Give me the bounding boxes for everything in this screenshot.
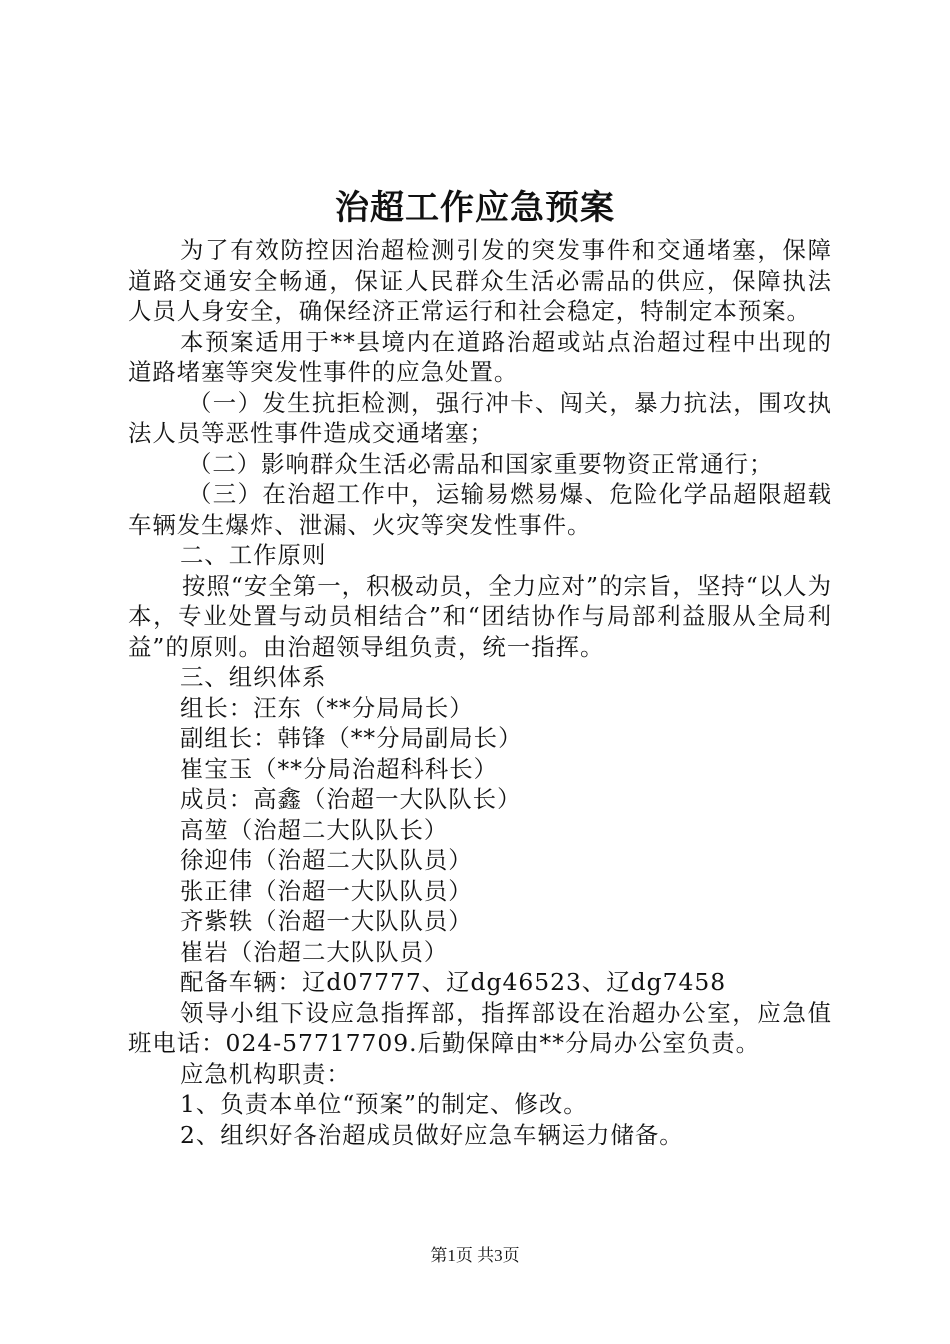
member-line: 徐迎伟（治超二大队队员）: [180, 846, 473, 874]
paragraph-command: 领导小组下设应急指挥部，指挥部设在治超办公室，应急值班电话：024-57717709.后勤保障由**分局办公室负责。: [128, 998, 832, 1057]
page-footer: 第1页 共3页: [430, 1246, 520, 1265]
section-heading-organization: 三、组织体系: [180, 663, 327, 691]
vehicle-line: 配备车辆：辽d07777、辽dg46523、辽dg7458: [180, 968, 727, 996]
paragraph-scope: 本预案适用于**县境内在道路治超或站点治超过程中出现的道路堵塞等突发性事件的应急处置。: [128, 327, 832, 386]
paragraph-principles: 按照“安全第一，积极动员，全力应对”的宗旨，坚持“以人为本，专业处置与动员相结合”和“团结协作与局部利益服从全局利益”的原则。由治超领导组负责，统一指挥。: [128, 571, 832, 661]
member-line: 副组长：韩锋（**分局副局长）: [180, 724, 523, 752]
list-item-1: （一）发生抗拒检测，强行冲卡、闯关，暴力抗法，围攻执法人员等恶性事件造成交通堵塞；: [128, 388, 832, 447]
member-line: 齐紫轶（治超一大队队员）: [180, 907, 473, 935]
paragraph-purpose: 为了有效防控因治超检测引发的突发事件和交通堵塞，保障道路交通安全畅通，保证人民群众生活必需品的供应，保障执法人员人身安全，确保经济正常运行和社会稳定，特制定本预案。: [128, 236, 832, 325]
member-line: 张正律（治超一大队队员）: [180, 876, 473, 905]
member-line: 崔宝玉（**分局治超科科长）: [180, 754, 499, 783]
list-item-3: （三）在治超工作中，运输易燃易爆、危险化学品超限超载车辆发生爆炸、泄漏、火灾等突发性事件。: [128, 480, 832, 539]
duty-item-2: 2、组织好各治超成员做好应急车辆运力储备。: [180, 1120, 684, 1149]
member-line: 崔岩（治超二大队队员）: [180, 937, 449, 966]
section-heading-principles: 二、工作原则: [180, 541, 327, 569]
duty-item-1: 1、负责本单位“预案”的制定、修改。: [180, 1090, 588, 1118]
member-line: 成员：高鑫（治超一大队队长）: [180, 785, 522, 813]
section-heading-duties: 应急机构职责：: [180, 1059, 351, 1088]
document-title: 治超工作应急预案: [335, 188, 615, 228]
document-body: [128, 235, 832, 1150]
member-line: 组长：汪东（**分局局长）: [180, 693, 474, 722]
list-item-2: （二）影响群众生活必需品和国家重要物资正常通行；: [188, 449, 774, 478]
member-line: 高堃（治超二大队队长）: [180, 815, 449, 844]
